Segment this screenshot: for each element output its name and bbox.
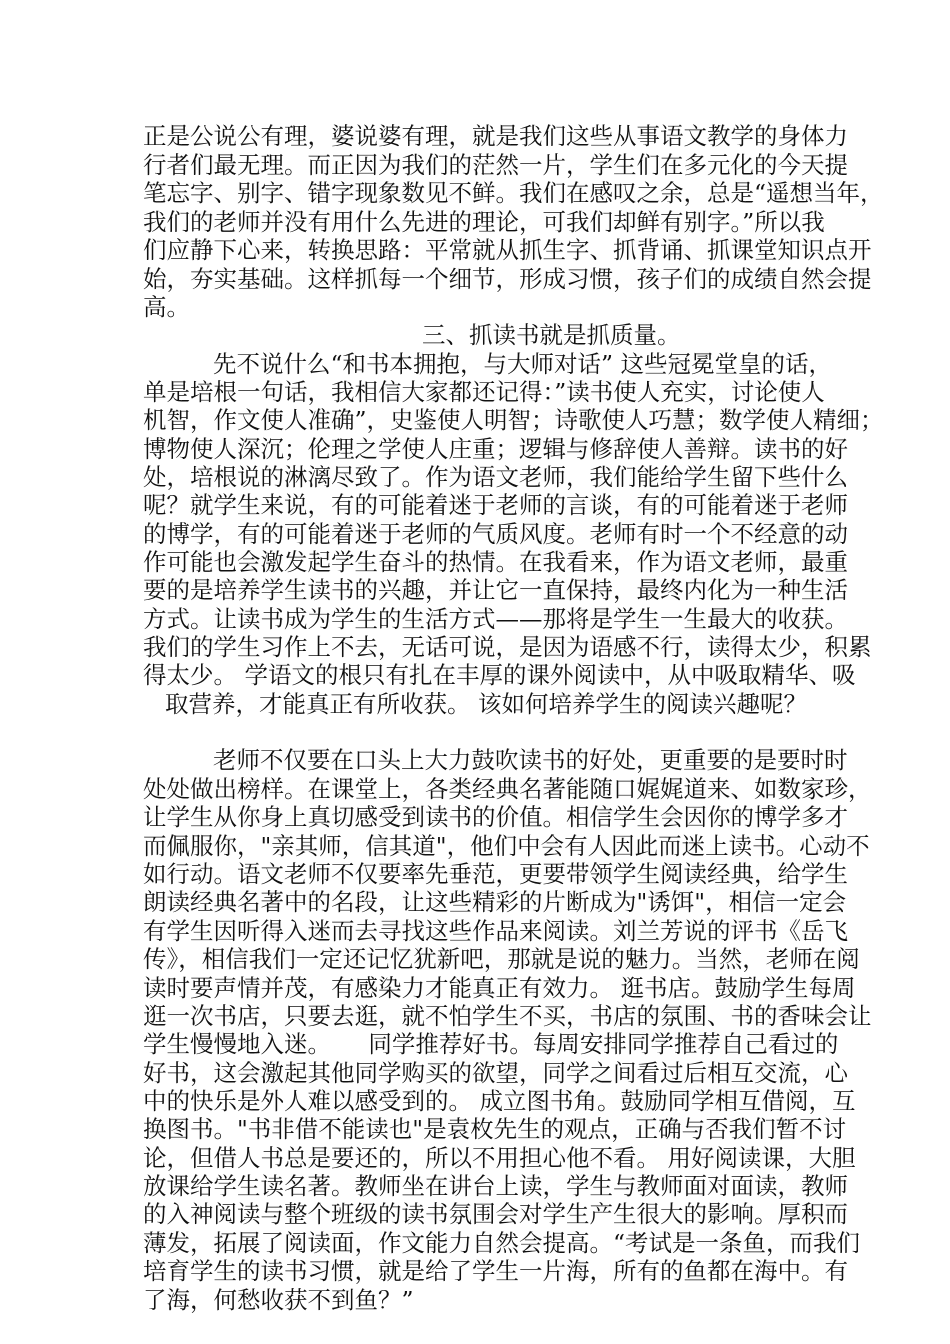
- text-line: 我们的学生习作上不去，无话可说，是因为语感不行，读得太少，积累: [143, 633, 872, 661]
- text-line: 朗读经典名著中的名段，让这些精彩的片断成为"诱饵"，相信一定会: [143, 888, 847, 916]
- text-line: 的入神阅读与整个班级的读书氛围会对学生产生很大的影响。厚积而: [143, 1200, 848, 1228]
- text-line: 而佩服你，"亲其师，信其道"，他们中会有人因此而迷上读书。心动不: [143, 832, 870, 860]
- text-line: 好书，这会激起其他同学购买的欲望，同学之间看过后相互交流，心: [143, 1059, 848, 1087]
- section-heading: 三、抓读书就是抓质量。: [422, 321, 681, 349]
- text-line: 机智，作文使人准确”，史鉴使人明智；诗歌使人巧慧；数学使人精细；: [143, 406, 884, 434]
- text-line: 我们的老师并没有用什么先进的理论，可我们却鲜有别字。”所以我: [143, 208, 825, 236]
- text-line: 笔忘字、别字、错字现象数见不鲜。我们在感叹之余，总是“遥想当年，: [143, 179, 884, 207]
- text-line: 的博学，有的可能着迷于老师的气质风度。老师有时一个不经意的动: [143, 520, 848, 548]
- text-line: 得太少。 学语文的根只有扎在丰厚的课外阅读中，从中吸取精华、吸: [143, 661, 856, 689]
- text-line: 方式。让读书成为学生的生活方式——那将是学生一生最大的收获。: [143, 605, 848, 633]
- text-line: 取营养，才能真正有所收获。 该如何培养学生的阅读兴趣呢？: [165, 690, 807, 718]
- text-line: 高。: [143, 293, 190, 321]
- text-line: 中的快乐是外人难以感受到的。 成立图书角。鼓励同学相互借阅，互: [143, 1087, 856, 1115]
- text-line: 处，培根说的淋漓尽致了。作为语文老师，我们能给学生留下些什么: [143, 463, 848, 491]
- text-line: 行者们最无理。而正因为我们的茫然一片，学生们在多元化的今天提: [143, 151, 848, 179]
- text-line: 呢？就学生来说，有的可能着迷于老师的言谈，有的可能着迷于老师: [143, 491, 848, 519]
- text-line: 们应静下心来，转换思路：平常就从抓生字、抓背诵、抓课堂知识点开: [143, 236, 872, 264]
- text-line: 传》，相信我们一定还记忆犹新吧，那就是说的魅力。当然，老师在阅: [143, 945, 860, 973]
- text-line: 单是培根一句话，我相信大家都还记得：”读书使人充实，讨论使人: [143, 378, 825, 406]
- text-line: 有学生因听得入迷而去寻找这些作品来阅读。刘兰芳说的评书《岳飞: [143, 917, 848, 945]
- text-line: 换图书。"书非借不能读也"是袁枚先生的观点，正确与否我们暂不讨: [143, 1115, 847, 1143]
- text-line: 老师不仅要在口头上大力鼓吹读书的好处，更重要的是要时时: [213, 746, 848, 774]
- text-line: 先不说什么“和书本拥抱，与大师对话” 这些冠冕堂皇的话，: [213, 350, 832, 378]
- text-line: 如行动。语文老师不仅要率先垂范，更要带领学生阅读经典，给学生: [143, 860, 848, 888]
- text-line: 学生慢慢地入迷。 同学推荐好书。每周安排同学推荐自己看过的: [143, 1030, 839, 1058]
- text-line: 让学生从你身上真切感受到读书的价值。相信学生会因你的博学多才: [143, 803, 848, 831]
- text-line: 了海，何愁收获不到鱼？”: [143, 1286, 414, 1314]
- text-line: 培育学生的读书习惯，就是给了学生一片海，所有的鱼都在海中。有: [143, 1257, 848, 1285]
- text-line: 博物使人深沉；伦理之学使人庄重；逻辑与修辞使人善辩。读书的好: [143, 435, 848, 463]
- text-line: 作可能也会激发起学生奋斗的热情。在我看来，作为语文老师，最重: [143, 548, 848, 576]
- text-line: 正是公说公有理，婆说婆有理，就是我们这些从事语文教学的身体力: [143, 122, 848, 150]
- text-line: 放课给学生读名著。教师坐在讲台上读，学生与教师面对面读，教师: [143, 1172, 848, 1200]
- text-line: 要的是培养学生读书的兴趣，并让它一直保持，最终内化为一种生活: [143, 576, 848, 604]
- text-line: 论，但借人书总是要还的，所以不用担心他不看。 用好阅读课，大胆: [143, 1144, 856, 1172]
- text-line: 始，夯实基础。这样抓每一个细节，形成习惯，孩子们的成绩自然会提: [143, 265, 872, 293]
- text-line: 逛一次书店，只要去逛，就不怕学生不买，书店的氛围、书的香味会让: [143, 1002, 872, 1030]
- text-line: 薄发，拓展了阅读面，作文能力自然会提高。“考试是一条鱼，而我们: [143, 1229, 861, 1257]
- text-line: 处处做出榜样。在课堂上，各类经典名著能随口娓娓道来、如数家珍，: [143, 775, 872, 803]
- text-line: 读时要声情并茂，有感染力才能真正有效力。 逛书店。鼓励学生每周: [143, 974, 856, 1002]
